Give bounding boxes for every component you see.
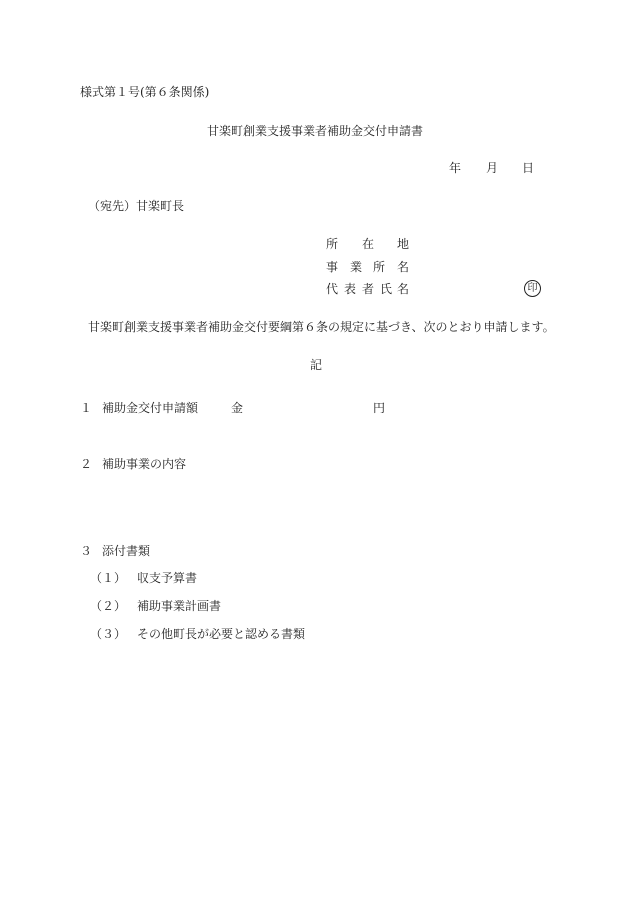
representative-char: 表 [344,282,357,296]
attachment-number: （３） [90,627,127,641]
representative-char: 名 [397,282,410,296]
attachment-text: 収支予算書 [137,571,198,585]
document-title: 甘楽町創業支援事業者補助金交付申請書 [207,124,424,138]
address-char: 在 [362,237,375,251]
item-1-label: 補助金交付申請額 [102,401,199,415]
item-1-number: １ [80,401,93,415]
representative-char: 代 [326,282,339,296]
representative-char: 氏 [380,282,393,296]
attachment-number: （１） [90,571,127,585]
attachment-text: 補助事業計画書 [137,599,222,613]
seal-mark: 印 [524,280,541,297]
business-char: 業 [350,260,363,274]
item-2-number: ２ [80,457,93,471]
business-char: 事 [326,260,339,274]
amount-prefix: 金 [231,401,244,415]
item-2-label: 補助事業の内容 [102,457,187,471]
date-day-label: 日 [522,161,535,175]
intro-text: 甘楽町創業支援事業者補助金交付要綱第６条の規定に基づき、次のとおり申請します。 [88,320,555,334]
representative-char: 者 [362,282,375,296]
date-year-label: 年 [449,161,462,175]
addressee: （宛先）甘楽町長 [88,199,185,213]
attachment-number: （２） [90,599,127,613]
business-char: 名 [397,260,410,274]
address-char: 地 [397,237,410,251]
ki-heading: 記 [310,358,323,372]
date-month-label: 月 [486,161,499,175]
item-3-number: ３ [80,544,93,558]
item-3-label: 添付書類 [102,544,151,558]
business-char: 所 [373,260,386,274]
amount-unit: 円 [373,401,386,415]
attachment-text: その他町長が必要と認める書類 [137,627,306,641]
address-char: 所 [326,237,339,251]
form-number: 様式第１号(第６条関係) [80,85,210,99]
